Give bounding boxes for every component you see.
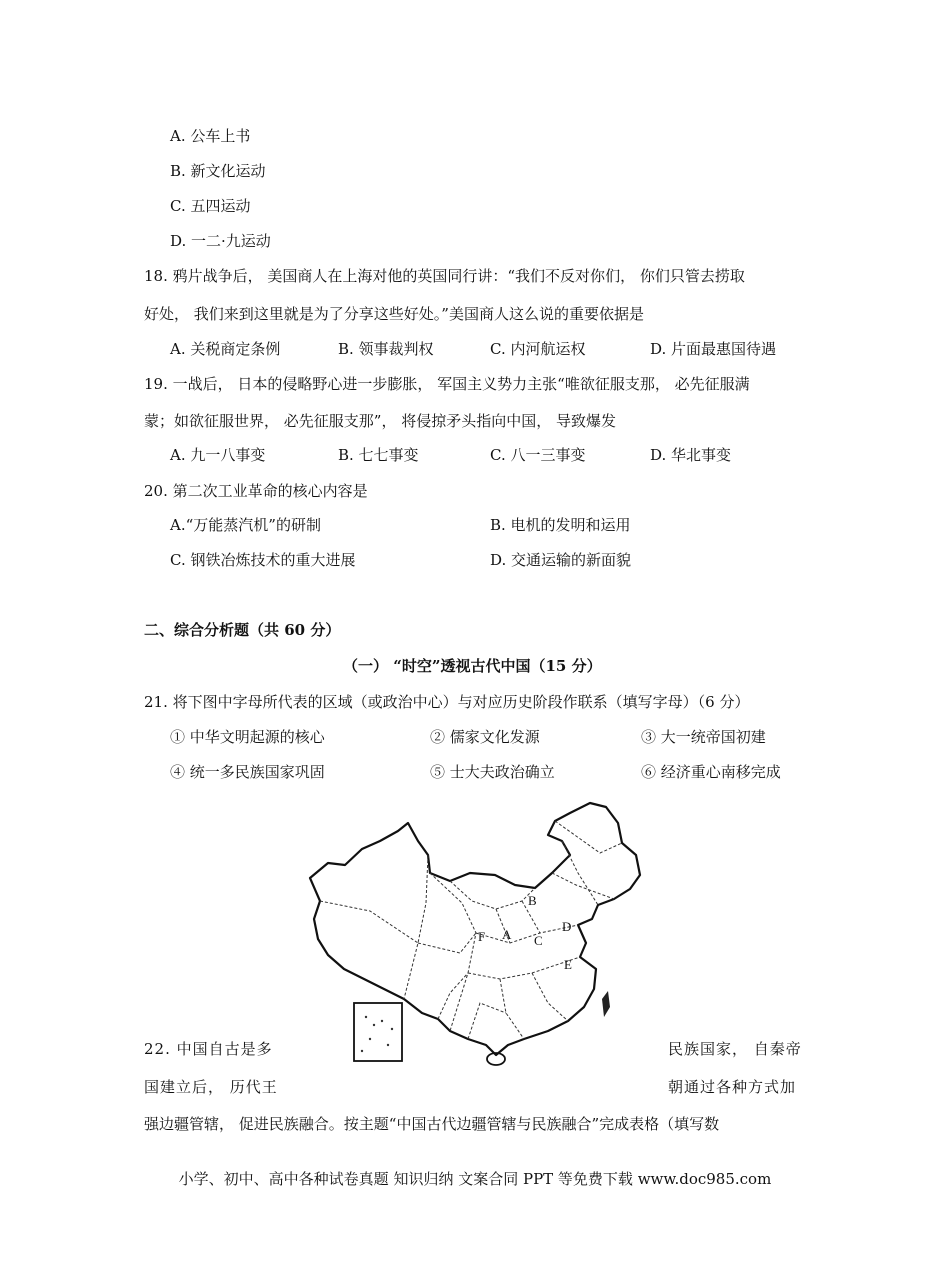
china-map	[300, 793, 650, 1073]
taiwan-island	[602, 991, 610, 1017]
map-label-c: C	[534, 933, 543, 948]
q21-stem: 21. 将下图中字母所代表的区域（或政治中心）与对应历史阶段作联系（填写字母）（6 分）	[144, 693, 750, 711]
q21-item-6: ⑥ 经济重心南移完成	[641, 763, 781, 781]
q17-option-c: C. 五四运动	[170, 197, 251, 215]
q18-stem-line2: 好处， 我们来到这里就是为了分享这些好处。”美国商人这么说的重要依据是	[144, 305, 644, 323]
q20-option-a: A.“万能蒸汽机”的研制	[170, 516, 321, 534]
q22-line1-left: 22. 中国自古是多	[144, 1040, 273, 1058]
map-label-e: E	[564, 957, 572, 972]
q22-line1-right: 民族国家， 自秦帝	[668, 1040, 802, 1058]
map-label-f: F	[478, 929, 486, 944]
q17-option-a: A. 公车上书	[170, 127, 251, 145]
q19-option-c: C. 八一三事变	[490, 446, 586, 464]
subsection1-title: （一） “时空”透视古代中国（15 分）	[343, 657, 602, 675]
q18-option-c: C. 内河航运权	[490, 340, 586, 358]
map-label-d: D	[562, 919, 572, 934]
q18-option-b: B. 领事裁判权	[338, 340, 434, 358]
q21-item-4: ④ 统一多民族国家巩固	[170, 763, 325, 781]
q22-line3: 强边疆管辖， 促进民族融合。按主题“中国古代边疆管辖与民族融合”完成表格（填写数	[144, 1115, 720, 1133]
section2-title: 二、综合分析题（共 60 分）	[144, 621, 341, 639]
q19-option-a: A. 九一八事变	[170, 446, 266, 464]
south-china-sea-inset	[354, 1003, 402, 1061]
q19-stem-line2: 蒙；如欲征服世界， 必先征服支那”， 将侵掠矛头指向中国， 导致爆发	[144, 412, 616, 430]
page-footer: 小学、初中、高中各种试卷真题 知识归纳 文案合同 PPT 等免费下载 www.doc985.com	[178, 1170, 772, 1188]
q19-stem-line1: 19. 一战后， 日本的侵略野心进一步膨胀， 军国主义势力主张“唯欲征服支那， 必先征服满	[144, 375, 750, 393]
q19-option-b: B. 七七事变	[338, 446, 419, 464]
q20-option-c: C. 钢铁冶炼技术的重大进展	[170, 551, 356, 569]
q18-option-a: A. 关税商定条例	[170, 340, 281, 358]
q21-item-3: ③ 大一统帝国初建	[641, 728, 766, 746]
q22-line2-left: 国建立后， 历代王	[144, 1078, 278, 1096]
q17-option-b: B. 新文化运动	[170, 162, 266, 180]
q21-item-1: ① 中华文明起源的核心	[170, 728, 325, 746]
q20-stem: 20. 第二次工业革命的核心内容是	[144, 482, 368, 500]
q21-item-5: ⑤ 士大夫政治确立	[430, 763, 555, 781]
map-label-a: A	[502, 927, 512, 942]
q19-option-d: D. 华北事变	[650, 446, 732, 464]
q18-option-d: D. 片面最惠国待遇	[650, 340, 777, 358]
q20-option-b: B. 电机的发明和运用	[490, 516, 631, 534]
map-label-b: B	[528, 893, 537, 908]
q22-line2-right: 朝通过各种方式加	[668, 1078, 797, 1096]
q18-stem-line1: 18. 鸦片战争后， 美国商人在上海对他的英国同行讲：“我们不反对你们， 你们只管去捞取	[144, 267, 745, 285]
q21-item-2: ② 儒家文化发源	[430, 728, 540, 746]
q20-option-d: D. 交通运输的新面貌	[490, 551, 632, 569]
q17-option-d: D. 一二·九运动	[170, 232, 271, 250]
